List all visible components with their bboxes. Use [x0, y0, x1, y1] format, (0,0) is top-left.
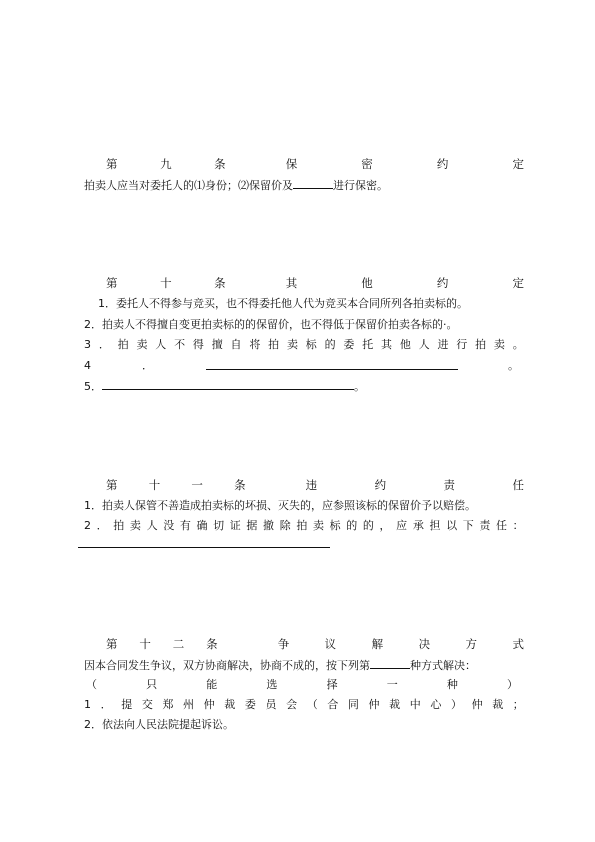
item-5-end: 。: [354, 380, 365, 393]
article-9-text-tail: 进行保密。: [333, 179, 388, 192]
heading-char: 议: [324, 637, 337, 651]
dispute-method-blank[interactable]: [370, 658, 410, 669]
article-11-liability-blank[interactable]: [78, 547, 330, 548]
text-char: 会: [286, 698, 298, 711]
heading-char: 责: [443, 478, 456, 492]
text-char: 除: [279, 519, 291, 532]
text-char: 责: [479, 519, 491, 532]
text-char: 卖: [493, 338, 505, 351]
article-9-body: [84, 178, 524, 193]
item-5-blank[interactable]: [102, 379, 354, 390]
heading-number: [106, 637, 218, 651]
text-char: 应: [396, 519, 408, 532]
text-char: 一: [386, 678, 398, 691]
text-char: 仲: [203, 698, 215, 711]
text-char: 拍: [296, 519, 308, 532]
article-12-text: 因本合同发生争议，双方协商解决，协商不成的，按下列第: [84, 659, 370, 672]
heading-char: 他: [361, 276, 373, 290]
heading-number: [106, 157, 226, 171]
heading-char: 条: [206, 637, 218, 651]
text-char: 心: [430, 698, 442, 711]
article-10-item-3: [84, 338, 524, 352]
text-char: 拍: [117, 338, 129, 351]
heading-char: 条: [214, 157, 226, 171]
text-char: 3: [84, 338, 91, 351]
text-char: 据: [246, 519, 258, 532]
heading-char: 约: [436, 276, 449, 290]
text-char: 人: [146, 519, 158, 532]
text-char: 仲: [368, 698, 380, 711]
article-12-item-2: 2．依法向人民法院提起诉讼。: [84, 718, 234, 731]
heading-char: 一: [191, 478, 203, 492]
article-12-heading: [106, 637, 524, 651]
text-char: 郑: [162, 698, 174, 711]
heading-char: 争: [277, 637, 290, 651]
heading-char: 其: [285, 276, 298, 290]
article-12-text-tail: 种方式解决：: [410, 659, 476, 672]
heading-char: 密: [361, 157, 373, 171]
text-char: 。: [512, 338, 524, 351]
heading-char: 约: [436, 157, 449, 171]
confidential-blank[interactable]: [293, 178, 333, 189]
heading-char: 保: [285, 157, 298, 171]
heading-title: [286, 276, 524, 290]
heading-char: 第: [106, 157, 118, 171]
text-char: 委: [244, 698, 256, 711]
text-char: 的: [324, 338, 336, 351]
text-char: ，: [379, 519, 391, 532]
text-char: ．: [100, 698, 112, 711]
article-10-heading: [106, 276, 524, 290]
item-4-number: 4: [84, 359, 91, 372]
article-12-note: [86, 678, 518, 692]
text-char: 有: [179, 519, 191, 532]
text-char: 同: [347, 698, 359, 711]
text-char: ）: [506, 678, 518, 691]
heading-title: [286, 157, 524, 171]
text-char: 承: [412, 519, 424, 532]
text-char: 以: [446, 519, 458, 532]
text-char: 得: [192, 338, 204, 351]
text-char: 拍: [268, 338, 280, 351]
article-9-heading: [106, 157, 524, 171]
text-char: 能: [206, 678, 218, 691]
heading-char: 解: [371, 637, 384, 651]
heading-char: 任: [512, 478, 524, 492]
article-12-body: [84, 658, 524, 673]
text-char: 选: [266, 678, 278, 691]
text-char: 担: [429, 519, 441, 532]
text-char: ；: [512, 698, 524, 711]
text-char: 的: [346, 519, 358, 532]
heading-char: 方: [465, 637, 478, 651]
text-char: 州: [183, 698, 195, 711]
article-10-item-2: 2．拍卖人不得擅自变更拍卖标的的保留价，也不得低于保留价拍卖各标的·。: [84, 318, 458, 331]
item-5-number: 5．: [84, 380, 102, 393]
heading-char: 决: [418, 637, 431, 651]
article-11-item-2: [84, 519, 524, 533]
heading-char: 十: [160, 276, 172, 290]
text-char: 人: [155, 338, 167, 351]
text-char: 托: [362, 338, 374, 351]
text-char: 裁: [224, 698, 236, 711]
article-10-item-1: 1．委托人不得参与竞买，也不得委托他人代为竞买本合同所列各拍卖标的。: [98, 297, 468, 310]
text-char: 他: [399, 338, 411, 351]
text-char: 1: [84, 698, 91, 711]
text-char: 仲: [471, 698, 483, 711]
article-12-item-1: [84, 698, 524, 712]
text-char: 切: [213, 519, 225, 532]
text-char: 的: [362, 519, 374, 532]
text-char: 中: [409, 698, 421, 711]
text-char: 自: [230, 338, 242, 351]
text-char: 卖: [136, 338, 148, 351]
heading-char: 条: [234, 478, 246, 492]
text-char: 将: [249, 338, 261, 351]
text-char: 行: [456, 338, 468, 351]
heading-char: 九: [160, 157, 172, 171]
text-char: 委: [343, 338, 355, 351]
text-char: 卖: [312, 519, 324, 532]
text-char: 只: [146, 678, 158, 691]
text-char: 确: [196, 519, 208, 532]
heading-char: 第: [106, 276, 118, 290]
text-char: 裁: [389, 698, 401, 711]
text-char: 交: [141, 698, 153, 711]
text-char: 不: [174, 338, 186, 351]
text-char: 擅: [211, 338, 223, 351]
article-9-text: 拍卖人应当对委托人的⑴身份；⑵保留价及: [84, 179, 293, 192]
text-char: 标: [329, 519, 341, 532]
heading-number: [106, 478, 246, 492]
text-char: 择: [326, 678, 338, 691]
text-char: 卖: [129, 519, 141, 532]
text-char: 其: [381, 338, 392, 351]
heading-char: 第: [106, 637, 118, 651]
text-char: 没: [163, 519, 175, 532]
text-char: 撤: [263, 519, 275, 532]
heading-char: 十: [148, 478, 161, 492]
text-char: 拍: [475, 338, 487, 351]
heading-number: [106, 276, 226, 290]
text-char: 拍: [113, 519, 125, 532]
text-char: ．: [98, 338, 110, 351]
item-4-dot: ．: [142, 359, 153, 372]
text-char: 员: [265, 698, 277, 711]
text-char: （: [306, 698, 318, 711]
heading-char: 违: [305, 478, 318, 492]
heading-title: [306, 478, 524, 492]
text-char: （: [86, 678, 97, 691]
text-char: 种: [446, 678, 458, 691]
heading-title: [278, 637, 524, 651]
text-char: 人: [418, 338, 430, 351]
text-char: ．: [96, 519, 108, 532]
heading-char: 式: [512, 637, 524, 651]
text-char: ）: [450, 698, 462, 711]
text-char: 2: [84, 519, 91, 532]
heading-char: 定: [512, 157, 524, 171]
item-4-end: 。: [508, 359, 519, 372]
text-char: 提: [121, 698, 133, 711]
text-char: ：: [512, 519, 524, 532]
article-10-item-5: [84, 379, 524, 394]
article-11-item-1: 1．拍卖人保管不善造成拍卖标的坏损、灭失的，应参照该标的保留价予以赔偿。: [84, 499, 476, 512]
text-char: 任: [496, 519, 508, 532]
text-char: 下: [462, 519, 474, 532]
heading-char: 二: [172, 637, 185, 651]
heading-char: 第: [106, 478, 118, 492]
item-4-blank[interactable]: [206, 359, 458, 370]
text-char: 标: [305, 338, 317, 351]
text-char: 合: [327, 698, 339, 711]
heading-char: 十: [139, 637, 151, 651]
article-11-heading: [106, 478, 524, 492]
text-char: 裁: [492, 698, 504, 711]
heading-char: 约: [374, 478, 387, 492]
text-char: 证: [229, 519, 241, 532]
text-char: 进: [437, 338, 449, 351]
heading-char: 定: [512, 276, 524, 290]
heading-char: 条: [214, 276, 226, 290]
text-char: 卖: [286, 338, 298, 351]
